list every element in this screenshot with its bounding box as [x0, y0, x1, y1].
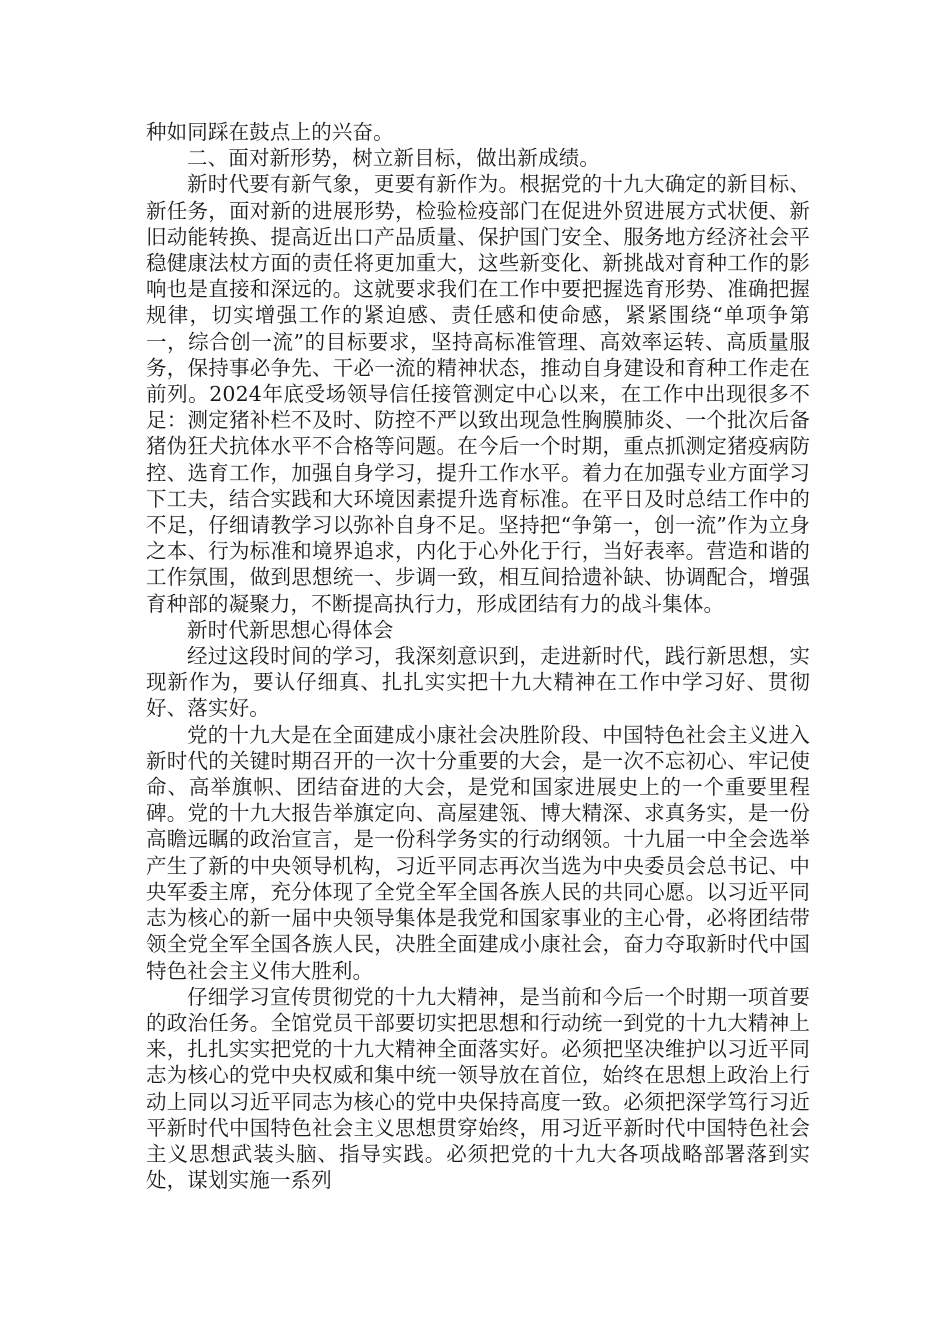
- paragraph-congress: 党的十九大是在全面建成小康社会决胜阶段、中国特色社会主义进入新时代的关键时期召开的一次十分重要的大会，是一次不忘初心、牢记使命、高举旗帜、团结奋进的大会，是党和国家进展史上的一个重要里程碑。党的十九大报告举旗定向、高屋建瓴、博大精深、求真务实，是一份高瞻远瞩的政治宣言，是一份科学务实的行动纲领。十九届一中全会选举产生了新的中央领导机构，习近平同志再次当选为中央委员会总书记、中央军委主席，充分体现了全党全军全国各族人民的共同心愿。以习近平同志为核心的新一届中央领导集体是我党和国家事业的主心骨，必将团结带领全党全军全国各族人民，决胜全面建成小康社会，奋力夺取新时代中国特色社会主义伟大胜利。: [146, 722, 810, 983]
- paragraph-continuation: 种如同踩在鼓点上的兴奋。: [146, 120, 394, 144]
- section-heading-two: 二、面对新形势，树立新目标，做出新成绩。: [187, 146, 600, 171]
- section-title-experience: 新时代新思想心得体会: [187, 617, 394, 642]
- document-page: [146, 119, 810, 1193]
- paragraph-study: 经过这段时间的学习，我深刻意识到，走进新时代，践行新思想，实现新作为，要认仔细真、扎扎实实把十九大精神在工作中学习好、贯彻好、落实好。: [146, 644, 810, 721]
- paragraph-implementation: 仔细学习宣传贯彻党的十九大精神，是当前和今后一个时期一项首要的政治任务。全馆党员干部要切实把思想和行动统一到党的十九大精神上来，扎扎实实把党的十九大精神全面落实好。必须把坚决维护以习近平同志为核心的党中央权威和集中统一领导放在首位，始终在思想上政治上行动上同以习近平同志为核心的党中央保持高度一致。必须把深学笃行习近平新时代中国特色社会主义思想贯穿始终，用习近平新时代中国特色社会主义思想武装头脑、指导实践。必须把党的十九大各项战略部署落到实处，谋划实施一系列: [146, 984, 810, 1193]
- paragraph-new-era: 新时代要有新气象，更要有新作为。根据党的十九大确定的新目标、新任务，面对新的进展形势，检验检疫部门在促进外贸进展方式状便、新旧动能转换、提高近出口产品质量、保护国门安全、服务地方经济社会平稳健康法杖方面的责任将更加重大，这些新变化、新挑战对育种工作的影响也是直接和深远的。这就要求我们在工作中要把握选育形势、准确把握规律，切实增强工作的紧迫感、责任感和使命感，紧紧围绕“单项争第一，综合创一流”的目标要求，坚持高标准管理、高效率运转、高质量服务，保持事必争先、干必一流的精神状态，推动自身建设和育种工作走在前列。2024年底受场领导信任接管测定中心以来，在工作中出现很多不足：测定猪补栏不及时、防控不严以致出现急性胸膜肺炎、一个批次后备猪伪狂犬抗体水平不合格等问题。在今后一个时期，重点抓测定猪疫病防控、选育工作，加强自身学习，提升工作水平。着力在加强专业方面学习下工夫，结合实践和大环境因素提升选育标准。在平日及时总结工作中的不足，仔细请教学习以弥补自身不足。坚持把“争第一，创一流”作为立身之本、行为标准和境界追求，内化于心外化于行，当好表率。营造和谐的工作氛围，做到思想统一、步调一致，相互间拾遗补缺、协调配合，增强育种部的凝聚力，不断提高执行力，形成团结有力的战斗集体。: [146, 172, 810, 616]
